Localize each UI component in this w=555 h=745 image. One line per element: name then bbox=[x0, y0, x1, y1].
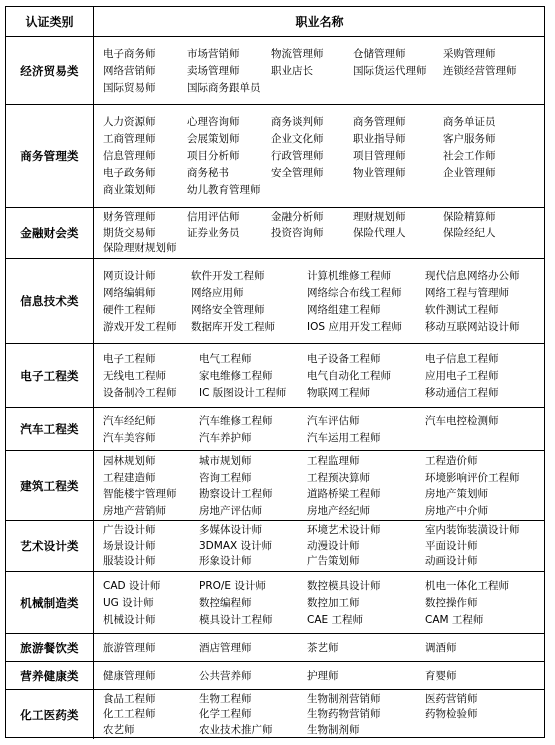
job-title: 软件测试工程师 bbox=[425, 303, 499, 316]
header-category: 认证类别 bbox=[6, 7, 94, 36]
job-title: 证券业务员 bbox=[187, 226, 240, 239]
category-name: 电子工程类 bbox=[6, 344, 94, 407]
job-title: 3DMAX 设计师 bbox=[199, 539, 273, 552]
job-title: 电子工程师 bbox=[103, 352, 156, 365]
job-title: 咨询工程师 bbox=[199, 471, 252, 484]
job-title: 保险代理人 bbox=[353, 226, 406, 239]
job-title: 食品工程师 bbox=[103, 693, 156, 705]
job-title: 汽车养护师 bbox=[199, 431, 252, 444]
job-title: 计算机维修工程师 bbox=[307, 269, 391, 282]
job-title: 机电一体化工程师 bbox=[425, 579, 509, 592]
job-title: 数控加工师 bbox=[307, 596, 360, 609]
job-title: 职业店长 bbox=[271, 64, 313, 77]
job-title: 数控编程师 bbox=[199, 596, 252, 609]
job-title: 护理师 bbox=[307, 669, 339, 682]
job-title: 商务管理师 bbox=[353, 116, 406, 128]
category-name: 经济贸易类 bbox=[6, 37, 94, 104]
job-title: 物业管理师 bbox=[353, 167, 406, 179]
job-title: 行政管理师 bbox=[271, 150, 324, 162]
job-title: 信息管理师 bbox=[103, 150, 156, 162]
job-title: 机械设计师 bbox=[103, 613, 156, 626]
job-title: 网络综合布线工程师 bbox=[307, 286, 402, 299]
job-title: 商业策划师 bbox=[103, 184, 156, 196]
job-title: 移动互联网站设计师 bbox=[425, 320, 520, 333]
category-name: 营养健康类 bbox=[6, 662, 94, 689]
job-title: 商务单证员 bbox=[443, 116, 496, 128]
category-name: 化工医药类 bbox=[6, 690, 94, 739]
job-title: 模具设计工程师 bbox=[199, 613, 273, 626]
category-row bbox=[6, 407, 544, 450]
job-title: 保险经纪人 bbox=[443, 226, 496, 239]
job-title: 广告设计师 bbox=[103, 524, 156, 536]
job-title: 多媒体设计师 bbox=[199, 524, 262, 536]
job-title: 电气工程师 bbox=[199, 352, 252, 365]
job-title: 医药营销师 bbox=[425, 693, 478, 705]
job-title: 网络安全管理师 bbox=[191, 303, 265, 316]
job-title: 数据库开发工程师 bbox=[191, 320, 275, 333]
job-title: 农艺师 bbox=[103, 723, 135, 736]
job-title: 广告策划师 bbox=[307, 555, 360, 568]
job-title: 采购管理师 bbox=[443, 47, 496, 60]
job-title: 智能楼宇管理师 bbox=[103, 488, 177, 500]
job-title: 环境艺术设计师 bbox=[307, 524, 381, 536]
job-title: 数控模具设计师 bbox=[307, 579, 381, 592]
job-title: 汽车评估师 bbox=[307, 414, 360, 427]
job-title: 化学工程师 bbox=[199, 708, 252, 721]
job-title: 育婴师 bbox=[425, 669, 457, 682]
job-title: 网络应用师 bbox=[191, 286, 244, 299]
job-title: PRO/E 设计师 bbox=[199, 579, 266, 592]
category-row bbox=[6, 450, 544, 520]
job-title: 数控操作师 bbox=[425, 596, 478, 609]
job-title: 职业指导师 bbox=[353, 133, 406, 145]
job-title: 房地产策划师 bbox=[425, 488, 488, 500]
job-title: 生物制剂师 bbox=[307, 723, 360, 736]
job-title: 汽车维修工程师 bbox=[199, 414, 273, 427]
job-title: 心理咨询师 bbox=[187, 116, 240, 128]
job-title: 形象设计师 bbox=[199, 555, 252, 568]
job-title: 工商管理师 bbox=[103, 133, 156, 145]
job-title: 房地产经纪师 bbox=[307, 504, 370, 517]
job-title: 动画设计师 bbox=[425, 555, 478, 568]
job-title: 物流管理师 bbox=[271, 47, 324, 60]
category-row bbox=[6, 258, 544, 343]
job-title: 信用评估师 bbox=[187, 211, 240, 223]
job-title: 汽车美容师 bbox=[103, 431, 156, 444]
job-title: 网络编辑师 bbox=[103, 286, 156, 299]
job-title: 企业管理师 bbox=[443, 167, 496, 179]
job-title: 网络营销师 bbox=[103, 64, 156, 77]
job-title: 企业文化师 bbox=[271, 133, 324, 145]
job-title: 期货交易师 bbox=[103, 226, 156, 239]
job-title: 软件开发工程师 bbox=[191, 269, 265, 282]
job-title: 硬件工程师 bbox=[103, 303, 156, 316]
job-title: 汽车经纪师 bbox=[103, 414, 156, 427]
job-title: 移动通信工程师 bbox=[425, 386, 499, 399]
category-name: 旅游餐饮类 bbox=[6, 634, 94, 661]
job-title: 服装设计师 bbox=[103, 555, 156, 568]
job-title: 工程造价师 bbox=[425, 455, 478, 467]
category-row bbox=[6, 633, 544, 661]
job-title: 动漫设计师 bbox=[307, 539, 360, 552]
job-title: 房地产营销师 bbox=[103, 504, 166, 517]
job-title: 电子商务师 bbox=[103, 47, 156, 60]
job-title: 商务谈判师 bbox=[271, 116, 324, 128]
job-title: 环境影响评价工程师 bbox=[425, 471, 520, 484]
job-title: 电子设备工程师 bbox=[307, 352, 381, 365]
job-title: 茶艺师 bbox=[307, 641, 339, 654]
job-title: 国际商务跟单员 bbox=[187, 81, 261, 94]
job-title: 场景设计师 bbox=[103, 539, 156, 552]
job-title: 会展策划师 bbox=[187, 133, 240, 145]
job-title: 勘察设计工程师 bbox=[199, 488, 273, 500]
category-name: 机械制造类 bbox=[6, 572, 94, 633]
job-title: 工程监理师 bbox=[307, 455, 360, 467]
job-title: 物联网工程师 bbox=[307, 386, 370, 399]
category-name: 艺术设计类 bbox=[6, 521, 94, 571]
job-title: 市场营销师 bbox=[187, 47, 240, 60]
job-title: 农业技术推广师 bbox=[199, 723, 273, 736]
job-title: 网络组建工程师 bbox=[307, 303, 381, 316]
job-title: 化工工程师 bbox=[103, 708, 156, 721]
header-jobs: 职业名称 bbox=[295, 15, 344, 29]
job-title: CAM 工程师 bbox=[425, 613, 484, 626]
job-title: 无线电工程师 bbox=[103, 369, 166, 382]
job-title: 调酒师 bbox=[425, 641, 457, 654]
job-title: 城市规划师 bbox=[199, 455, 252, 467]
table-header bbox=[6, 7, 544, 36]
category-row bbox=[6, 571, 544, 633]
category-name: 汽车工程类 bbox=[6, 408, 94, 450]
job-title: 工程预决算师 bbox=[307, 471, 370, 484]
job-title: 汽车电控检测师 bbox=[425, 414, 499, 427]
category-row bbox=[6, 689, 544, 739]
job-title: UG 设计师 bbox=[103, 596, 154, 609]
job-title: 网页设计师 bbox=[103, 269, 156, 282]
job-title: 电子政务师 bbox=[103, 167, 156, 179]
job-title: 平面设计师 bbox=[425, 539, 478, 552]
job-title: 家电维修工程师 bbox=[199, 369, 273, 382]
job-title: 人力资源师 bbox=[103, 116, 156, 128]
job-title: 现代信息网络办公师 bbox=[425, 269, 520, 282]
job-title: 理财规划师 bbox=[353, 211, 406, 223]
job-title: 连锁经营管理师 bbox=[443, 64, 517, 77]
job-title: 网络工程与管理师 bbox=[425, 286, 509, 299]
job-title: 室内装饰装潢设计师 bbox=[425, 524, 520, 536]
job-title: CAD 设计师 bbox=[103, 579, 161, 592]
job-title: 健康管理师 bbox=[103, 669, 156, 682]
job-title: 游戏开发工程师 bbox=[103, 320, 177, 333]
job-title: 园林规划师 bbox=[103, 455, 156, 467]
category-row bbox=[6, 661, 544, 689]
job-title: 客户服务师 bbox=[443, 133, 496, 145]
job-title: 保险理财规划师 bbox=[103, 242, 177, 255]
job-title: 房地产中介师 bbox=[425, 504, 488, 517]
job-title: 国际货运代理师 bbox=[353, 64, 427, 77]
job-title: 仓储管理师 bbox=[353, 47, 406, 60]
job-title: 房地产评估师 bbox=[199, 504, 262, 517]
job-title: 酒店管理师 bbox=[199, 641, 252, 654]
category-row bbox=[6, 520, 544, 571]
job-title: 国际贸易师 bbox=[103, 81, 156, 94]
job-title: 公共营养师 bbox=[199, 669, 252, 682]
job-title: 汽车运用工程师 bbox=[307, 431, 381, 444]
job-title: 项目分析师 bbox=[187, 150, 240, 162]
job-title: 金融分析师 bbox=[271, 211, 324, 223]
job-title: IOS 应用开发工程师 bbox=[307, 320, 402, 333]
category-row bbox=[6, 36, 544, 104]
job-title: 幼儿教育管理师 bbox=[187, 184, 261, 196]
job-title: 旅游管理师 bbox=[103, 641, 156, 654]
job-title: 道路桥梁工程师 bbox=[307, 488, 381, 500]
job-title: 药物检验师 bbox=[425, 708, 478, 721]
job-title: CAE 工程师 bbox=[307, 613, 363, 626]
job-title: 商务秘书 bbox=[187, 167, 229, 179]
job-title: 生物制剂营销师 bbox=[307, 693, 381, 705]
category-name: 金融财会类 bbox=[6, 208, 94, 258]
job-title: 社会工作师 bbox=[443, 150, 496, 162]
job-title: 工程建造师 bbox=[103, 471, 156, 484]
category-name: 信息技术类 bbox=[6, 259, 94, 343]
job-title: 设备制冷工程师 bbox=[103, 386, 177, 399]
job-title: 财务管理师 bbox=[103, 211, 156, 223]
certification-table bbox=[5, 6, 545, 738]
job-title: 应用电子工程师 bbox=[425, 369, 499, 382]
category-name: 商务管理类 bbox=[6, 105, 94, 207]
job-title: 保险精算师 bbox=[443, 211, 496, 223]
category-row bbox=[6, 343, 544, 407]
category-row bbox=[6, 104, 544, 207]
category-row bbox=[6, 207, 544, 258]
job-title: 电气自动化工程师 bbox=[307, 369, 391, 382]
job-title: IC 版图设计工程师 bbox=[199, 386, 287, 399]
job-title: 投资咨询师 bbox=[271, 226, 324, 239]
job-title: 电子信息工程师 bbox=[425, 352, 499, 365]
category-name: 建筑工程类 bbox=[6, 451, 94, 520]
job-title: 项目管理师 bbox=[353, 150, 406, 162]
job-title: 安全管理师 bbox=[271, 167, 324, 179]
job-title: 生物药物营销师 bbox=[307, 708, 381, 721]
job-title: 卖场管理师 bbox=[187, 64, 240, 77]
job-title: 生物工程师 bbox=[199, 693, 252, 705]
